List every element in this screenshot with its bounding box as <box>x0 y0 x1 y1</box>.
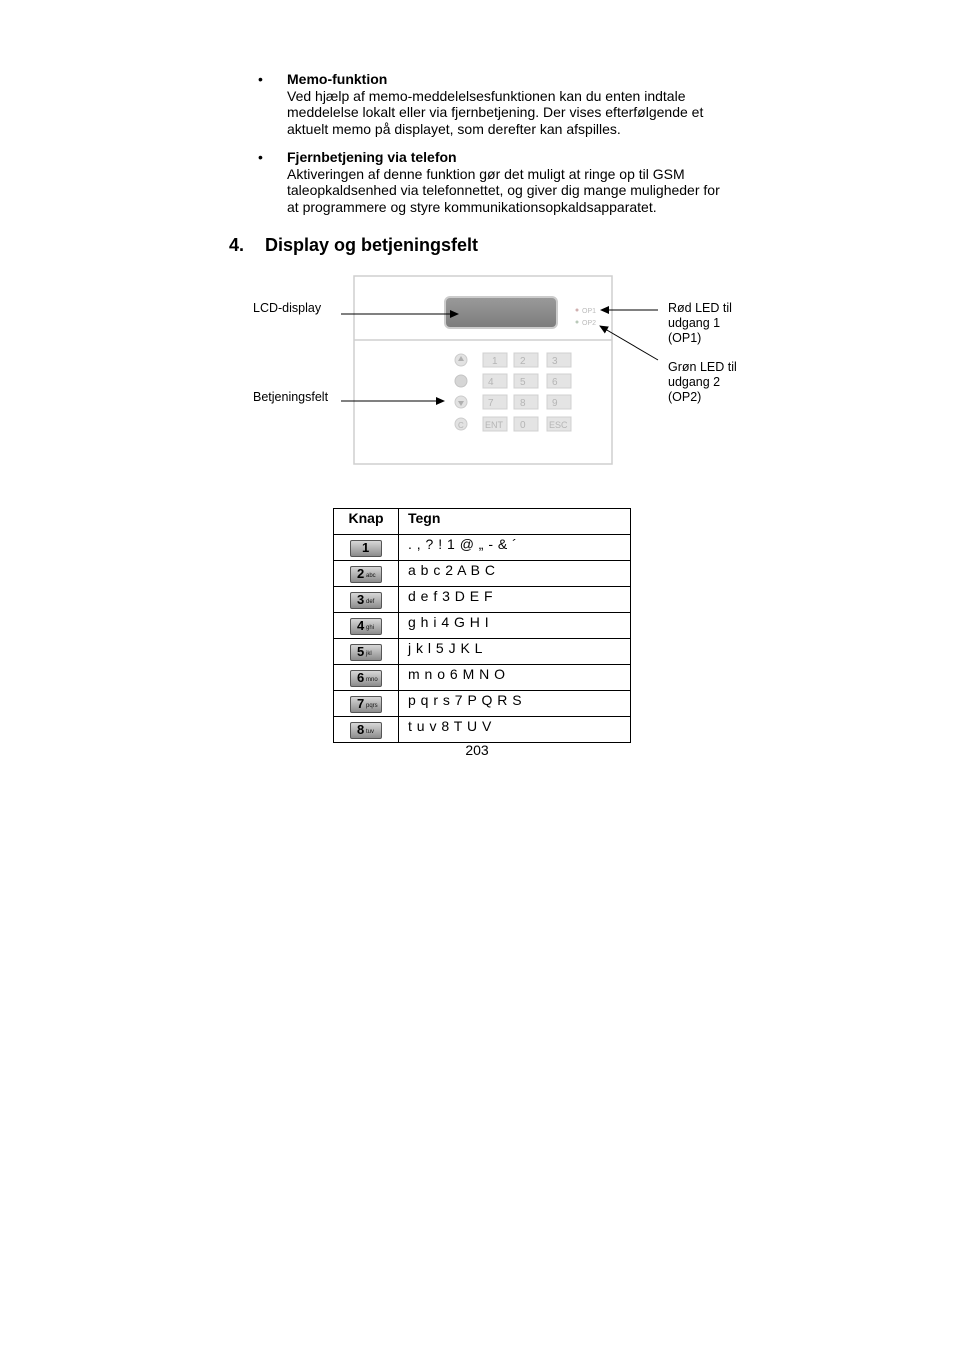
key-cell <box>334 561 399 587</box>
led-label-op1: OP1 <box>582 308 597 315</box>
keycap-letters: jkl <box>366 650 372 657</box>
key-cell <box>334 691 399 717</box>
keycap-icon <box>350 566 382 583</box>
bullet-line: aktuelt memo på displayet, som derefter kan afspilles. <box>287 120 621 137</box>
keycap-digit: 8 <box>357 721 365 737</box>
key-3 <box>547 353 571 367</box>
chars-cell: g h i 4 G H I <box>399 613 631 639</box>
bullet-line: Aktiveringen af denne funktion gør det muligt at ringe op til GSM <box>287 165 685 182</box>
table-row <box>334 535 631 561</box>
chars-cell: p q r s 7 P Q R S <box>399 691 631 717</box>
keycap-icon <box>350 670 382 687</box>
table-row <box>334 639 631 665</box>
chars-cell: j k l 5 J K L <box>399 639 631 665</box>
bullet-symbol: • <box>258 71 263 87</box>
red-led-label-line: Rød LED til <box>668 301 732 315</box>
keycap-digit: 7 <box>357 695 365 711</box>
key-8 <box>514 395 538 409</box>
key-cell <box>334 717 399 743</box>
keycap-letters: ghi <box>366 624 375 631</box>
section-title: Display og betjeningsfelt <box>265 235 479 255</box>
keycap-letters: pqrs <box>366 702 378 709</box>
table-row <box>334 691 631 717</box>
chars-cell: t u v 8 T U V <box>399 717 631 743</box>
key-0 <box>514 417 538 431</box>
key-cell <box>334 587 399 613</box>
keycap-letters: tuv <box>366 728 375 735</box>
bullet-line: taleopkaldsenhed via telefonnettet, og giver dig mange muligheder for <box>287 182 720 198</box>
keycap-icon <box>350 696 382 713</box>
keypad-label: Betjeningsfelt <box>253 390 329 404</box>
clear-button-label: C <box>458 421 464 430</box>
table-row <box>334 587 631 613</box>
green-led <box>576 321 579 324</box>
bullet-title: Memo-funktion <box>287 71 388 87</box>
header-knap: Knap <box>334 509 399 535</box>
table-header-row <box>334 509 631 535</box>
header-tegn: Tegn <box>399 509 631 535</box>
circle-icon <box>455 375 467 387</box>
bullet-content <box>287 71 747 137</box>
red-led-label-line: (OP1) <box>668 331 702 345</box>
bullet-title: Fjernbetjening via telefon <box>287 149 457 165</box>
key-4 <box>483 374 507 388</box>
section-heading <box>229 235 478 256</box>
table-row <box>334 561 631 587</box>
keycap-digit: 1 <box>362 539 370 555</box>
chars-cell: . , ? ! 1 @ „ - & ´ <box>399 535 631 561</box>
display-keypad-diagram <box>240 268 760 473</box>
keycap-icon <box>350 722 382 739</box>
keycap-icon <box>350 618 382 635</box>
led-label-op2: OP2 <box>582 320 597 327</box>
keycap-icon <box>350 644 382 661</box>
key-1-label: 1 <box>492 356 498 367</box>
key-cell <box>334 535 399 561</box>
keycap-icon <box>350 592 382 609</box>
page-number: 203 <box>465 742 489 758</box>
key-3-label: 3 <box>552 356 558 367</box>
key-ent-label: ENT <box>485 420 503 430</box>
keycap-digit: 3 <box>357 591 365 607</box>
key-esc-label: ESC <box>549 420 568 430</box>
red-led <box>576 309 579 312</box>
keycap-icon <box>350 540 382 557</box>
keycap-letters: mno <box>366 676 378 683</box>
key-2-label: 2 <box>520 356 526 367</box>
green-led-label-line: (OP2) <box>668 390 702 404</box>
keycap-letters: abc <box>366 572 376 579</box>
table-row <box>334 613 631 639</box>
bullet-line: Ved hjælp af memo-meddelelsesfunktionen kan du enten indtale <box>287 87 686 104</box>
bullet-line: at programmere og styre kommunikationsopkaldsapparatet. <box>287 198 657 215</box>
red-led-label <box>668 301 732 346</box>
section-number: 4. <box>229 235 245 255</box>
key-8-label: 8 <box>520 398 526 409</box>
red-led-label-line: udgang 1 <box>668 316 721 330</box>
key-cell <box>334 665 399 691</box>
key-6-label: 6 <box>552 377 558 388</box>
key-9 <box>547 395 571 409</box>
key-5-label: 5 <box>520 377 526 388</box>
chars-cell: d e f 3 D E F <box>399 587 631 613</box>
key-0-label: 0 <box>520 420 526 431</box>
bullet-line: meddelelse lokalt eller via fjernbetjening. Der vises efterfølgende et <box>287 104 704 120</box>
key-5 <box>514 374 538 388</box>
keycap-letters: def <box>366 598 375 605</box>
key-2 <box>514 353 538 367</box>
green-led-label-line: udgang 2 <box>668 375 721 389</box>
key-9-label: 9 <box>552 398 558 409</box>
table-row <box>334 717 631 743</box>
key-7 <box>483 395 507 409</box>
chars-cell: m n o 6 M N O <box>399 665 631 691</box>
key-character-table <box>333 508 631 743</box>
key-4-label: 4 <box>488 377 494 388</box>
green-led-label-line: Grøn LED til <box>668 360 737 374</box>
keycap-digit: 2 <box>357 565 365 581</box>
green-led-label <box>668 360 737 405</box>
key-cell <box>334 639 399 665</box>
key-6 <box>547 374 571 388</box>
key-7-label: 7 <box>488 398 494 409</box>
lcd-display <box>445 297 557 328</box>
key-cell <box>334 613 399 639</box>
keycap-digit: 6 <box>357 669 365 685</box>
table-row <box>334 665 631 691</box>
keycap-digit: 4 <box>357 617 365 633</box>
keycap-digit: 5 <box>357 643 365 659</box>
bullet-content <box>287 149 747 215</box>
bullet-symbol: • <box>258 149 263 165</box>
lcd-display-label: LCD-display <box>253 301 322 315</box>
chars-cell: a b c 2 A B C <box>399 561 631 587</box>
